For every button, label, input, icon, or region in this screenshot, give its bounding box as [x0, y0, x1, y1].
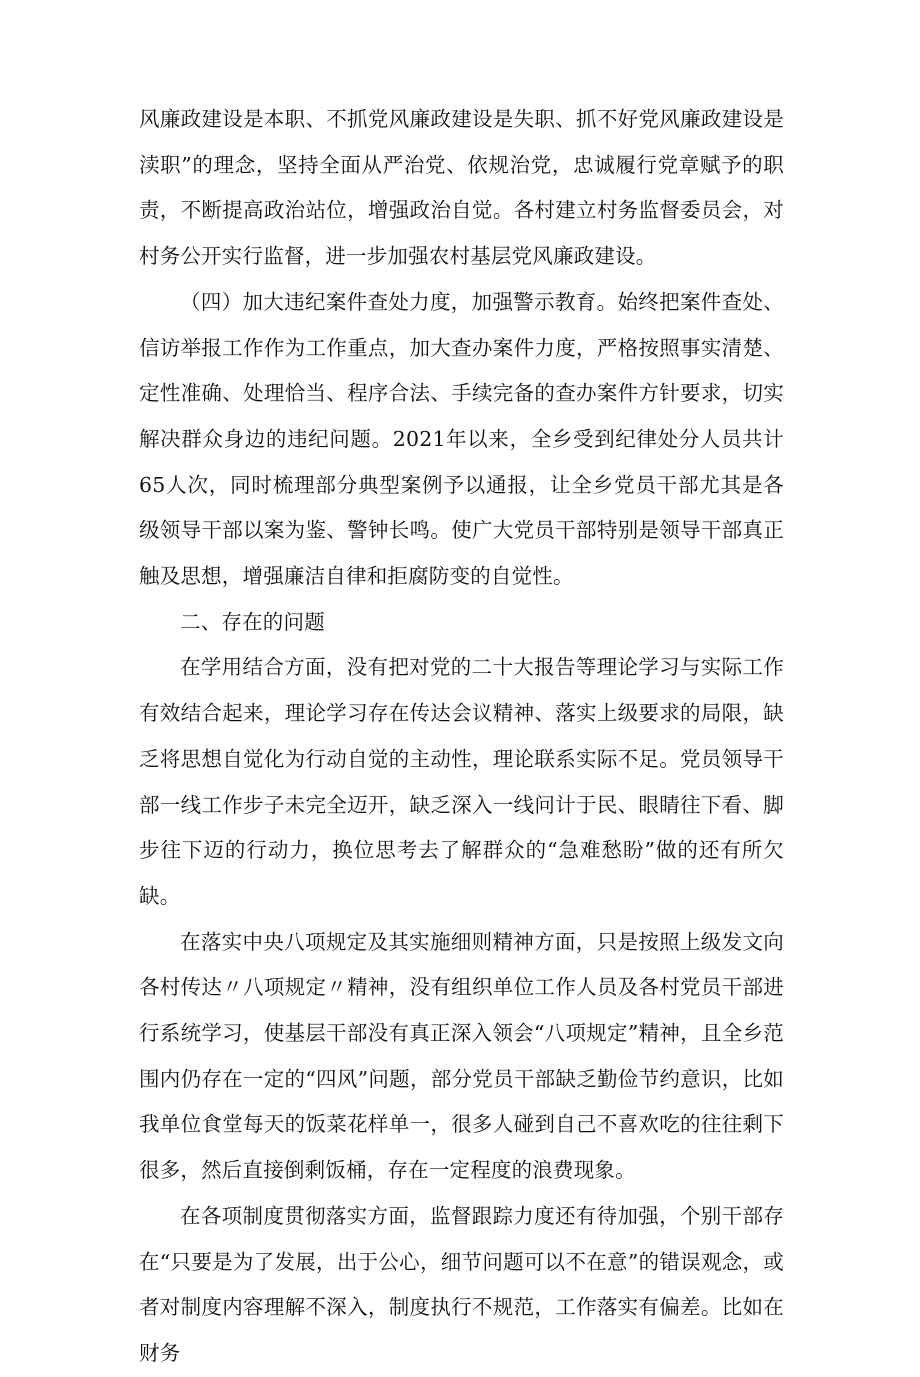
section-heading-existing-problems: 二、存在的问题 [180, 609, 325, 634]
paragraph-system-implementation: 在各项制度贯彻落实方面，监督跟踪力度还有待加强，个别干部存在“只要是为了发展，出于公心，细节问题可以不在意”的错误观念，或者对制度内容理解不深入，制度执行不规范，工作落实有偏差。比如在财务 [139, 1203, 784, 1365]
paragraph-continuation: 风廉政建设是本职、不抓党风廉政建设是失职、抓不好党风廉政建设是渎职”的理念，坚持全面从严治党、依规治党，忠诚履行党章赋予的职责，不断提高政治站位，增强政治自觉。各村建立村务监督委员会，对村务公开实行监督，进一步加强农村基层党风廉政建设。 [139, 107, 784, 269]
paragraph-study-application: 在学用结合方面，没有把对党的二十大报告等理论学习与实际工作有效结合起来，理论学习存在传达会议精神、落实上级要求的局限，缺乏将思想自觉化为行动自觉的主动性，理论联系实际不足。党员领导干部一线工作步子未完全迈开，缺乏深入一线问计于民、眼睛往下看、脚步往下迈的行动力，换位思考去了解群众的“急难愁盼”做的还有所欠缺。 [139, 655, 784, 908]
paragraph-eight-regulations: 在落实中央八项规定及其实施细则精神方面，只是按照上级发文向各村传达〃八项规定〃精神，没有组织单位工作人员及各村党员干部进行系统学习，使基层干部没有真正深入领会“八项规定”精神，且全乡范围内仍存在一定的“四风”问题，部分党员干部缺乏勤俭节约意识，比如我单位食堂每天的饭菜花样单一，很多人碰到自己不喜欢吃的往往剩下很多，然后直接倒剩饭桶，存在一定程度的浪费现象。 [139, 929, 784, 1183]
document-body [139, 97, 784, 1377]
paragraph-case-investigation: （四）加大违纪案件查处力度，加强警示教育。始终把案件查处、信访举报工作作为工作重点，加大查办案件力度，严格按照事实清楚、定性准确、处理恰当、程序合法、手续完备的查办案件方针要求，切实解决群众身边的违纪问题。2021年以来，全乡受到纪律处分人员共计65人次，同时梳理部分典型案例予以通报，让全乡党员干部尤其是各级领导干部以案为鉴、警钟长鸣。使广大党员干部特别是领导干部真正触及思想，增强廉洁自律和拒腐防变的自觉性。 [139, 289, 784, 589]
